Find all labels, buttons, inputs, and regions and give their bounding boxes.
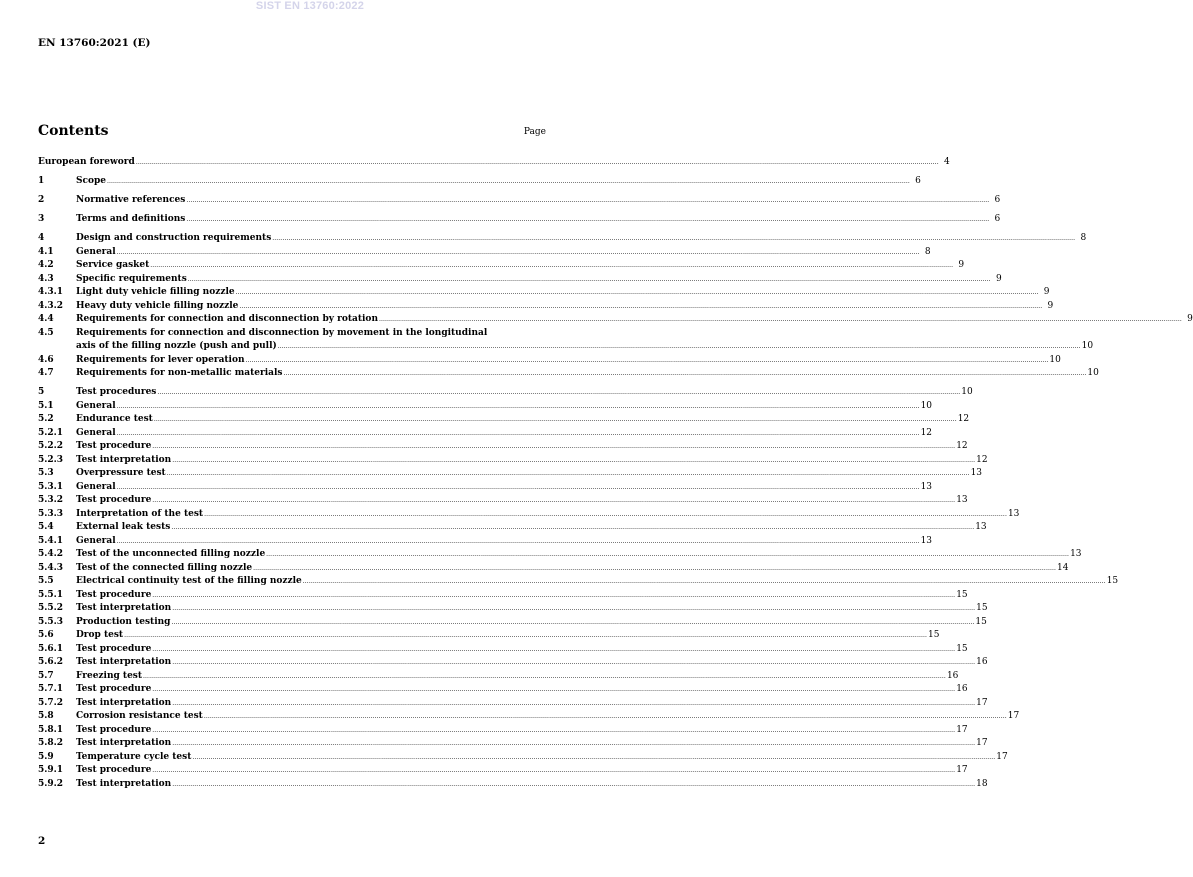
toc-dot-leader: ................................................................................................................................................................................................................................................................................................................................................................................................................ — [172, 740, 976, 747]
toc-entry-page: 13 — [920, 481, 933, 492]
toc-entry-number: 5.5 — [38, 576, 54, 586]
toc-entry-number: 1 — [38, 176, 45, 186]
toc-entry[interactable] — [38, 481, 933, 495]
toc-dot-leader: ................................................................................................................................................................................................................................................................................................................................................................................................................ — [152, 726, 956, 734]
toc-entry[interactable] — [38, 175, 921, 189]
toc-entry[interactable] — [38, 467, 983, 481]
toc-entry[interactable] — [38, 737, 988, 751]
toc-entry-page: 18 — [976, 778, 988, 789]
toc-entry-number: 5.5.1 — [38, 589, 64, 600]
toc-entry-number: 4 — [38, 233, 45, 243]
toc-entry-page: 12 — [956, 441, 968, 451]
toc-entry-title: Test procedure — [76, 765, 152, 775]
toc-entry[interactable] — [38, 521, 987, 535]
toc-entry-page: 6 — [994, 195, 1001, 205]
toc-entry-page: 13 — [1007, 508, 1020, 519]
toc-entry-page: 13 — [956, 495, 968, 505]
toc-dot-leader: ................................................................................................................................................................................................................................................................................................................................................................................................................ — [116, 537, 920, 545]
toc-entry-page: 17 — [996, 751, 1008, 762]
toc-entry-number: 5.7.2 — [38, 697, 64, 708]
toc-dot-leader: ................................................................................................................................................................................................................................................................................................................................................................................................................ — [116, 483, 920, 491]
toc-entry[interactable] — [38, 313, 1193, 327]
toc-entry-number: 4.7 — [38, 368, 54, 378]
toc-entry-title: Temperature cycle test — [76, 751, 192, 762]
toc-dot-leader: ................................................................................................................................................................................................................................................................................................................................................................................................................ — [203, 713, 1007, 720]
toc-entry-number: 5.4.2 — [38, 549, 64, 559]
toc-entry[interactable] — [38, 629, 940, 643]
toc-entry-title: Requirements for non-metallic materials — [76, 368, 283, 378]
toc-entry-number: 5.2.2 — [38, 441, 64, 451]
toc-entry-number: 5.7 — [38, 670, 54, 681]
toc-entry-title: General — [76, 535, 116, 546]
toc-dot-leader: ................................................................................................................................................................................................................................................................................................................................................................................................................ — [143, 672, 946, 680]
toc-entry-number: 4.3.2 — [38, 300, 64, 311]
toc-entry-number: 5 — [38, 387, 45, 397]
page-number: 2 — [38, 835, 46, 847]
toc-dot-leader: ................................................................................................................................................................................................................................................................................................................................................................................................................ — [266, 551, 1070, 558]
toc-dot-leader: ................................................................................................................................................................................................................................................................................................................................................................................................................ — [378, 316, 1182, 323]
toc-entry-title: External leak tests — [76, 522, 171, 532]
toc-entry[interactable] — [38, 354, 1061, 368]
toc-entry[interactable] — [38, 643, 968, 657]
toc-entry[interactable] — [38, 778, 988, 792]
toc-entry-number: 5.2 — [38, 414, 54, 424]
toc-entry-title: Test interpretation — [76, 697, 172, 708]
toc-entry-title: Test procedure — [76, 589, 152, 600]
toc-entry-number: 4.2 — [38, 260, 54, 270]
toc-entry-title: Test procedure — [76, 724, 152, 735]
toc-entry[interactable] — [38, 602, 988, 616]
toc-entry-title: General — [76, 481, 116, 492]
toc-entry-number: 5.9.2 — [38, 778, 64, 789]
toc-entry-page: 15 — [927, 630, 940, 640]
toc-entry-number: 4.3 — [38, 273, 54, 284]
toc-entry-title: Light duty vehicle filling nozzle — [76, 287, 235, 297]
toc-dot-leader: ................................................................................................................................................................................................................................................................................................................................................................................................................ — [152, 497, 956, 504]
toc-dot-leader: ................................................................................................................................................................................................................................................................................................................................................................................................................ — [135, 159, 939, 166]
toc-entry-number: 5.1 — [38, 400, 54, 411]
toc-entry[interactable] — [38, 286, 1050, 300]
toc-entry-title: Interpretation of the test — [76, 508, 204, 519]
document-header: EN 13760:2021 (E) — [38, 37, 151, 49]
toc-entry[interactable] — [38, 386, 973, 400]
toc-entry-page: 12 — [920, 427, 933, 438]
toc-entry-title: Test interpretation — [76, 778, 172, 789]
toc-dot-leader: ................................................................................................................................................................................................................................................................................................................................................................................................................ — [171, 618, 975, 626]
toc-entry[interactable] — [38, 548, 1082, 562]
toc-entry-number: 5.4.1 — [38, 535, 64, 546]
toc-entry-title: Test interpretation — [76, 454, 172, 465]
toc-entry-title: Requirements for connection and disconnection by rotation — [76, 314, 378, 324]
toc-dot-leader: ................................................................................................................................................................................................................................................................................................................................................................................................................ — [116, 248, 920, 256]
toc-entry-page: 10 — [1049, 354, 1061, 365]
toc-entry-page: 10 — [920, 400, 933, 411]
toc-entry-title-continued: axis of the filling nozzle (push and pull) — [76, 341, 277, 351]
toc-entry[interactable] — [38, 656, 988, 670]
toc-dot-leader: ................................................................................................................................................................................................................................................................................................................................................................................................................ — [124, 632, 927, 639]
toc-entry-page: 17 — [1007, 711, 1020, 721]
toc-entry-title: Drop test — [76, 630, 124, 640]
toc-entry-number: 5.8.1 — [38, 724, 64, 735]
toc-entry[interactable] — [38, 683, 968, 697]
toc-entry-page: 15 — [975, 616, 987, 627]
toc-entry[interactable] — [38, 710, 1020, 724]
toc-entry[interactable] — [38, 440, 968, 454]
toc-entry-title: Design and construction requirements — [76, 233, 272, 243]
toc-entry[interactable] — [38, 194, 1001, 208]
toc-entry-page: 15 — [956, 589, 968, 600]
toc-entry[interactable] — [38, 670, 959, 684]
toc-entry[interactable] — [38, 616, 987, 630]
toc-dot-leader: ................................................................................................................................................................................................................................................................................................................................................................................................................ — [172, 699, 976, 707]
toc-entry-page: 15 — [1106, 576, 1119, 586]
toc-entry-page: 10 — [961, 387, 973, 397]
toc-entry[interactable] — [38, 400, 933, 414]
toc-dot-leader: ................................................................................................................................................................................................................................................................................................................................................................................................................ — [186, 197, 990, 204]
contents-title: Contents — [38, 123, 109, 139]
toc-entry-continuation[interactable] — [38, 340, 1094, 354]
toc-entry-title: Freezing test — [76, 670, 143, 681]
toc-dot-leader: ................................................................................................................................................................................................................................................................................................................................................................................................................ — [107, 178, 910, 185]
toc-dot-leader: ................................................................................................................................................................................................................................................................................................................................................................................................................ — [192, 753, 996, 761]
toc-entry-number: 5.2.1 — [38, 427, 64, 438]
toc-dot-leader: ................................................................................................................................................................................................................................................................................................................................................................................................................ — [172, 456, 976, 464]
toc-entry-number: 5.3.3 — [38, 508, 64, 519]
toc-dot-leader: ................................................................................................................................................................................................................................................................................................................................................................................................................ — [172, 780, 976, 788]
toc-entry[interactable] — [38, 575, 1119, 589]
toc-entry-number: 4.5 — [38, 327, 54, 338]
toc-dot-leader: ................................................................................................................................................................................................................................................................................................................................................................................................................ — [152, 443, 956, 450]
toc-entry[interactable] — [38, 589, 968, 603]
toc-entry-page: 10 — [1087, 368, 1099, 378]
toc-dot-leader: ................................................................................................................................................................................................................................................................................................................................................................................................................ — [302, 578, 1106, 585]
toc-entry-title: Endurance test — [76, 414, 153, 424]
toc-entry-title: Test of the connected filling nozzle — [76, 562, 253, 573]
toc-entry[interactable] — [38, 213, 1001, 227]
toc-entry-page: 14 — [1056, 562, 1069, 573]
toc-entry-number: 5.9.1 — [38, 765, 64, 775]
toc-entry-page: 9 — [995, 273, 1002, 284]
toc-entry-title: Production testing — [76, 616, 171, 627]
toc-entry-number: 5.8 — [38, 711, 54, 721]
toc-dot-leader: ................................................................................................................................................................................................................................................................................................................................................................................................................ — [116, 429, 920, 437]
toc-entry-title: Electrical continuity test of the filling nozzle — [76, 576, 302, 586]
toc-dot-leader: ................................................................................................................................................................................................................................................................................................................................................................................................................ — [186, 216, 990, 223]
toc-entry-title: Test interpretation — [76, 603, 172, 613]
toc-dot-leader: ................................................................................................................................................................................................................................................................................................................................................................................................................ — [239, 302, 1043, 310]
toc-entry[interactable] — [38, 494, 968, 508]
toc-entry-number: 4.4 — [38, 314, 54, 324]
page-column-label: Page — [523, 127, 546, 137]
toc-entry-page: 6 — [994, 214, 1001, 224]
toc-entry-title: Specific requirements — [76, 273, 187, 284]
toc-entry-number: 5.5.3 — [38, 616, 64, 627]
toc-entry-number: 4.1 — [38, 246, 54, 257]
watermark: SIST EN 13760:2022 — [255, 0, 365, 12]
toc-entry-page: 17 — [956, 724, 968, 735]
toc-entry-number: 5.9 — [38, 751, 54, 762]
toc-dot-leader: ................................................................................................................................................................................................................................................................................................................................................................................................................ — [152, 686, 956, 693]
toc-entry[interactable] — [38, 413, 970, 427]
toc-entry-title: Normative references — [76, 195, 186, 205]
toc-dot-leader: ................................................................................................................................................................................................................................................................................................................................................................................................................ — [171, 524, 975, 531]
toc-entry-page: 13 — [975, 522, 987, 532]
toc-entry-page: 15 — [976, 603, 988, 613]
toc-entry[interactable] — [38, 156, 950, 170]
toc-entry-title: Requirements for connection and disconnection by movement in the longitudinal — [76, 327, 488, 338]
toc-entry-number: 5.3.2 — [38, 495, 64, 505]
toc-entry-number: 2 — [38, 195, 45, 205]
toc-entry[interactable] — [38, 764, 968, 778]
toc-entry-number: 5.7.1 — [38, 684, 64, 694]
toc-entry-page: 10 — [1081, 341, 1094, 351]
toc-entry[interactable] — [38, 454, 988, 468]
toc-dot-leader: ................................................................................................................................................................................................................................................................................................................................................................................................................ — [272, 235, 1076, 242]
toc-entry-page: 16 — [976, 657, 988, 667]
toc-entry-page: 9 — [1043, 287, 1050, 297]
toc-dot-leader: ................................................................................................................................................................................................................................................................................................................................................................................................................ — [245, 356, 1049, 364]
toc-entry-page: 12 — [976, 454, 988, 465]
toc-entry-number: 5.3 — [38, 468, 54, 478]
toc-dot-leader: ................................................................................................................................................................................................................................................................................................................................................................................................................ — [253, 564, 1056, 572]
toc-entry[interactable] — [38, 259, 965, 273]
toc-entry-page: 15 — [956, 643, 968, 654]
toc-dot-leader: ................................................................................................................................................................................................................................................................................................................................................................................................................ — [172, 605, 976, 612]
toc-entry-title: Heavy duty vehicle filling nozzle — [76, 300, 239, 311]
toc-entry-number: 5.4 — [38, 522, 54, 532]
toc-entry[interactable] — [38, 562, 1069, 576]
toc-entry-page: 4 — [943, 157, 950, 167]
toc-entry-page: 17 — [976, 738, 988, 748]
toc-entry[interactable] — [38, 327, 546, 341]
toc-dot-leader: ................................................................................................................................................................................................................................................................................................................................................................................................................ — [204, 510, 1007, 518]
toc-entry-title: Test procedure — [76, 441, 152, 451]
toc-dot-leader: ................................................................................................................................................................................................................................................................................................................................................................................................................ — [172, 659, 976, 666]
toc-entry-number: 5.3.1 — [38, 481, 64, 492]
toc-entry-title: Test procedure — [76, 495, 152, 505]
toc-entry-page: 6 — [915, 176, 921, 186]
toc-entry-page: 9 — [1187, 314, 1193, 324]
toc-entry-page: 9 — [958, 260, 965, 270]
toc-entry-page: 17 — [956, 765, 968, 775]
toc-entry[interactable] — [38, 535, 933, 549]
toc-entry[interactable] — [38, 751, 1008, 765]
toc-dot-leader: ................................................................................................................................................................................................................................................................................................................................................................................................................ — [235, 289, 1039, 296]
toc-dot-leader: ................................................................................................................................................................................................................................................................................................................................................................................................................ — [283, 370, 1087, 377]
toc-entry-number: 5.8.2 — [38, 738, 64, 748]
toc-entry-title: Test procedure — [76, 643, 152, 654]
toc-entry[interactable] — [38, 232, 1087, 246]
toc-dot-leader: ................................................................................................................................................................................................................................................................................................................................................................................................................ — [152, 591, 956, 599]
toc-dot-leader: ................................................................................................................................................................................................................................................................................................................................................................................................................ — [116, 402, 920, 410]
toc-entry-title: Test interpretation — [76, 738, 172, 748]
toc-dot-leader: ................................................................................................................................................................................................................................................................................................................................................................................................................ — [277, 343, 1081, 350]
toc-entry-title: Test of the unconnected filling nozzle — [76, 549, 266, 559]
toc-entry-page: 9 — [1047, 300, 1054, 311]
toc-entry-title: General — [76, 246, 116, 257]
toc-entry-page: 12 — [957, 414, 970, 424]
toc-entry[interactable] — [38, 300, 1054, 314]
toc-entry-number: 4.3.1 — [38, 287, 64, 297]
toc-entry-title: Test procedure — [76, 684, 152, 694]
toc-entry-page: 16 — [956, 684, 968, 694]
toc-entry-title: Test interpretation — [76, 657, 172, 667]
toc-entry[interactable] — [38, 508, 1020, 522]
toc-entry-title: Test procedures — [76, 387, 157, 397]
toc-entry[interactable] — [38, 273, 1002, 287]
toc-dot-leader: ................................................................................................................................................................................................................................................................................................................................................................................................................ — [152, 767, 956, 774]
toc-dot-leader: ................................................................................................................................................................................................................................................................................................................................................................................................................ — [150, 262, 954, 269]
toc-entry-page: 8 — [924, 246, 931, 257]
toc-dot-leader: ................................................................................................................................................................................................................................................................................................................................................................................................................ — [187, 275, 991, 283]
toc-entry-number: 4.6 — [38, 354, 54, 365]
toc-dot-leader: ................................................................................................................................................................................................................................................................................................................................................................................................................ — [166, 470, 970, 477]
toc-entry-number: 5.6.1 — [38, 643, 64, 654]
toc-entry[interactable] — [38, 697, 988, 711]
toc-entry-title: General — [76, 400, 116, 411]
toc-entry-number: 3 — [38, 214, 45, 224]
toc-entry-title: Requirements for lever operation — [76, 354, 245, 365]
toc-entry-title: Overpressure test — [76, 468, 166, 478]
toc-entry-title: General — [76, 427, 116, 438]
toc-dot-leader: ................................................................................................................................................................................................................................................................................................................................................................................................................ — [153, 416, 957, 423]
table-of-contents — [38, 156, 1193, 791]
toc-entry-title: Terms and definitions — [76, 214, 186, 224]
toc-entry-page: 16 — [946, 670, 959, 681]
toc-entry-page: 13 — [1070, 549, 1082, 559]
toc-entry-title: Corrosion resistance test — [76, 711, 203, 721]
toc-entry-number: 5.6.2 — [38, 657, 64, 667]
toc-entry-page: 13 — [920, 535, 933, 546]
toc-entry[interactable] — [38, 724, 968, 738]
toc-entry-number: 5.6 — [38, 630, 54, 640]
toc-entry[interactable] — [38, 427, 933, 441]
toc-entry-title: Scope — [76, 176, 107, 186]
toc-entry[interactable] — [38, 367, 1099, 381]
toc-entry-title: European foreword — [38, 157, 135, 167]
toc-entry-number: 5.4.3 — [38, 562, 64, 573]
toc-dot-leader: ................................................................................................................................................................................................................................................................................................................................................................................................................ — [157, 389, 961, 396]
toc-entry-title: Service gasket — [76, 260, 150, 270]
toc-entry[interactable] — [38, 246, 931, 260]
toc-entry-number: 5.5.2 — [38, 603, 64, 613]
toc-entry-page: 17 — [976, 697, 988, 708]
toc-entry-page: 8 — [1080, 233, 1087, 243]
toc-dot-leader: ................................................................................................................................................................................................................................................................................................................................................................................................................ — [152, 645, 956, 653]
toc-entry-page: 13 — [970, 468, 983, 478]
toc-entry-number: 5.2.3 — [38, 454, 64, 465]
